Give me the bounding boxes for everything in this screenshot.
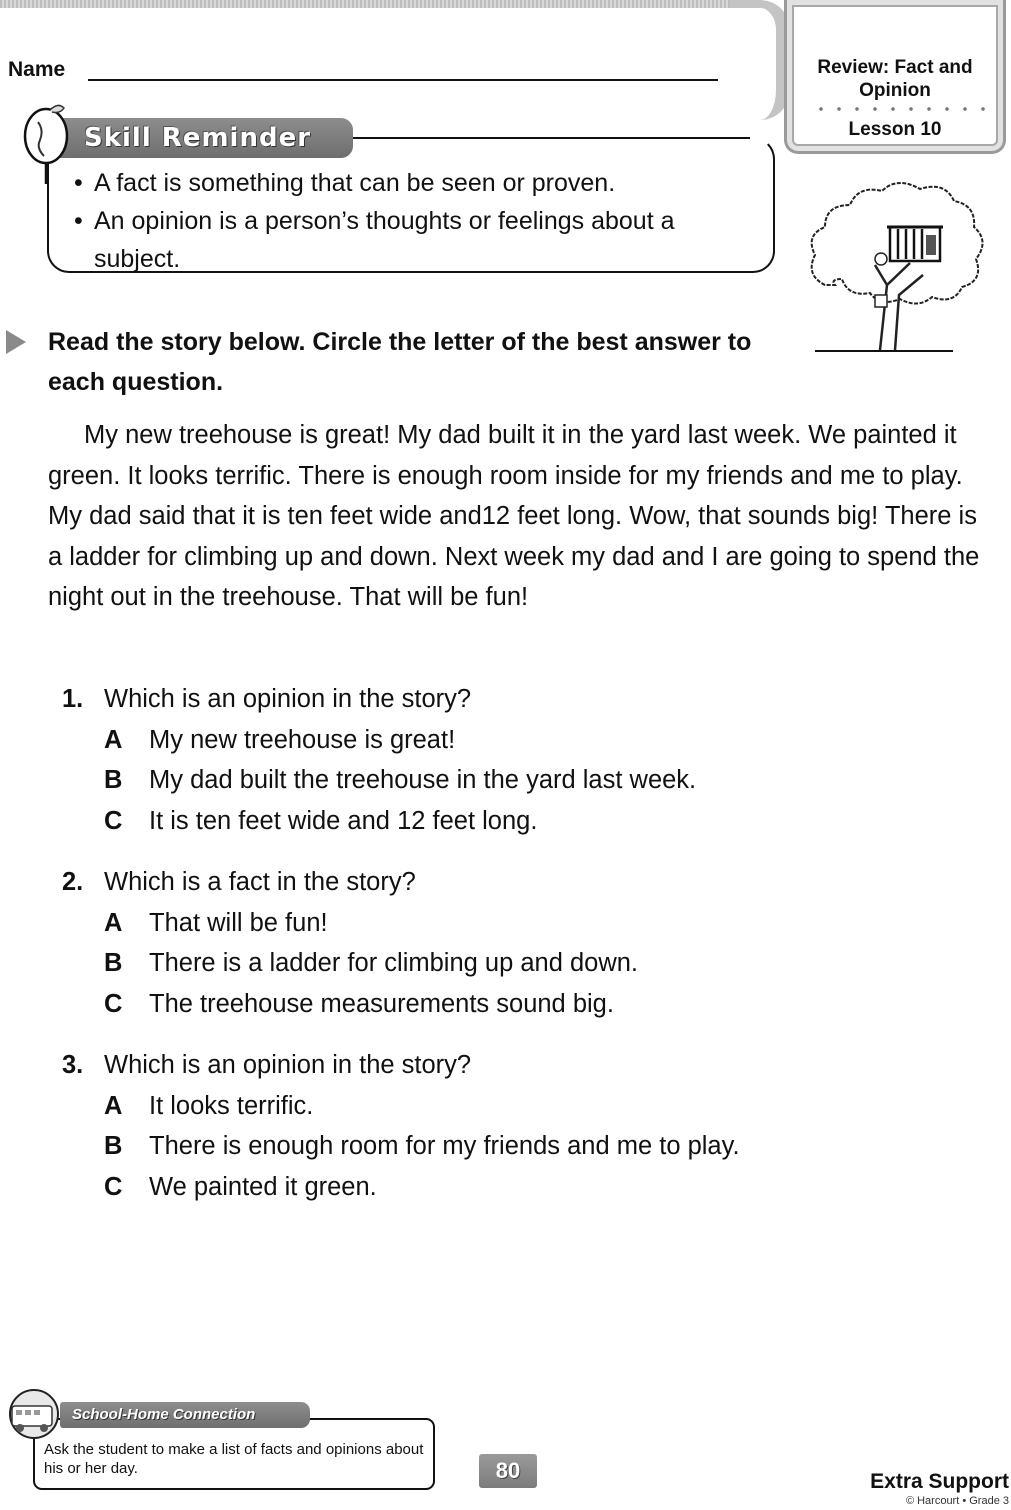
option-letter[interactable]: B (104, 766, 123, 794)
name-label: Name (8, 58, 66, 81)
story-passage: My new treehouse is great! My dad built it in the yard last week. We painted it green. It looks terrific. There is enough room inside for my friends and me to play. My dad said that it is ten feet wide and12 feet long. Wow, that sounds big! There is a ladder for climbing up and down. Next week my dad and I are going to spend the night out in the treehouse. That will be fun! (48, 421, 980, 611)
skill-reminder-list (72, 164, 762, 278)
lesson-title: Review: Fact and Opinion (817, 57, 973, 101)
copyright-text: © Harcourt • Grade 3 (905, 1495, 1009, 1507)
option-text: That will be fun! (149, 908, 328, 937)
option-text: My dad built the treehouse in the yard last week. (149, 766, 697, 794)
option-text: We painted it green. (149, 1172, 377, 1201)
page-number: 80 (479, 1454, 537, 1488)
question-2 (62, 862, 962, 1024)
answer-option[interactable] (62, 1167, 962, 1208)
question-3 (62, 1045, 962, 1207)
skill-reminder-border (350, 137, 750, 139)
question-stem: Which is an opinion in the story? (104, 1051, 472, 1079)
option-letter[interactable]: A (104, 1091, 123, 1120)
option-letter[interactable]: B (104, 949, 123, 977)
option-letter[interactable]: A (104, 908, 123, 937)
option-letter[interactable]: C (104, 989, 123, 1018)
question-1 (62, 679, 962, 841)
instruction-text: Read the story below. Circle the letter of the best answer to each question. (48, 328, 752, 396)
question-number: 3. (62, 1051, 84, 1079)
option-letter[interactable]: A (104, 725, 123, 754)
answer-option[interactable] (62, 943, 962, 984)
school-home-text: Ask the student to make a list of facts and opinions about his or her day. (44, 1441, 424, 1477)
instruction-arrow-icon (6, 330, 26, 354)
apple-icon (20, 100, 72, 184)
header-frame (0, 0, 760, 8)
name-field[interactable] (88, 79, 718, 81)
option-text: The treehouse measurements sound big. (149, 989, 614, 1018)
lesson-divider (812, 106, 992, 112)
option-text: There is enough room for my friends and me to play. (149, 1132, 740, 1160)
answer-option[interactable] (62, 760, 962, 801)
treehouse-illustration-icon (795, 165, 995, 360)
extra-support-label: Extra Support (870, 1470, 1009, 1493)
answer-option[interactable] (62, 1086, 962, 1127)
question-stem: Which is an opinion in the story? (104, 685, 472, 713)
option-text: It looks terrific. (149, 1091, 314, 1120)
option-letter[interactable]: C (104, 1172, 123, 1201)
option-text: There is a ladder for climbing up and down. (149, 949, 639, 977)
option-text: My new treehouse is great! (149, 725, 456, 754)
lesson-number: Lesson 10 (848, 119, 942, 140)
option-text: It is ten feet wide and 12 feet long. (149, 806, 538, 835)
question-number: 1. (62, 685, 84, 713)
answer-option[interactable] (62, 801, 962, 842)
question-stem: Which is a fact in the story? (104, 868, 416, 896)
answer-option[interactable] (62, 903, 962, 944)
answer-option[interactable] (62, 1126, 962, 1167)
option-letter[interactable]: C (104, 806, 123, 835)
skill-reminder-item: • A fact is something that can be seen or proven. (72, 164, 762, 202)
skill-reminder-item: • An opinion is a person’s thoughts or feelings about a subject. (72, 202, 762, 278)
header-frame-curve (730, 0, 790, 120)
school-bus-icon (4, 1388, 66, 1440)
skill-reminder-title: Skill Reminder (84, 123, 312, 153)
question-number: 2. (62, 868, 84, 896)
answer-option[interactable] (62, 720, 962, 761)
answer-option[interactable] (62, 984, 962, 1025)
school-home-title: School-Home Connection (72, 1406, 256, 1423)
option-letter[interactable]: B (104, 1132, 123, 1160)
